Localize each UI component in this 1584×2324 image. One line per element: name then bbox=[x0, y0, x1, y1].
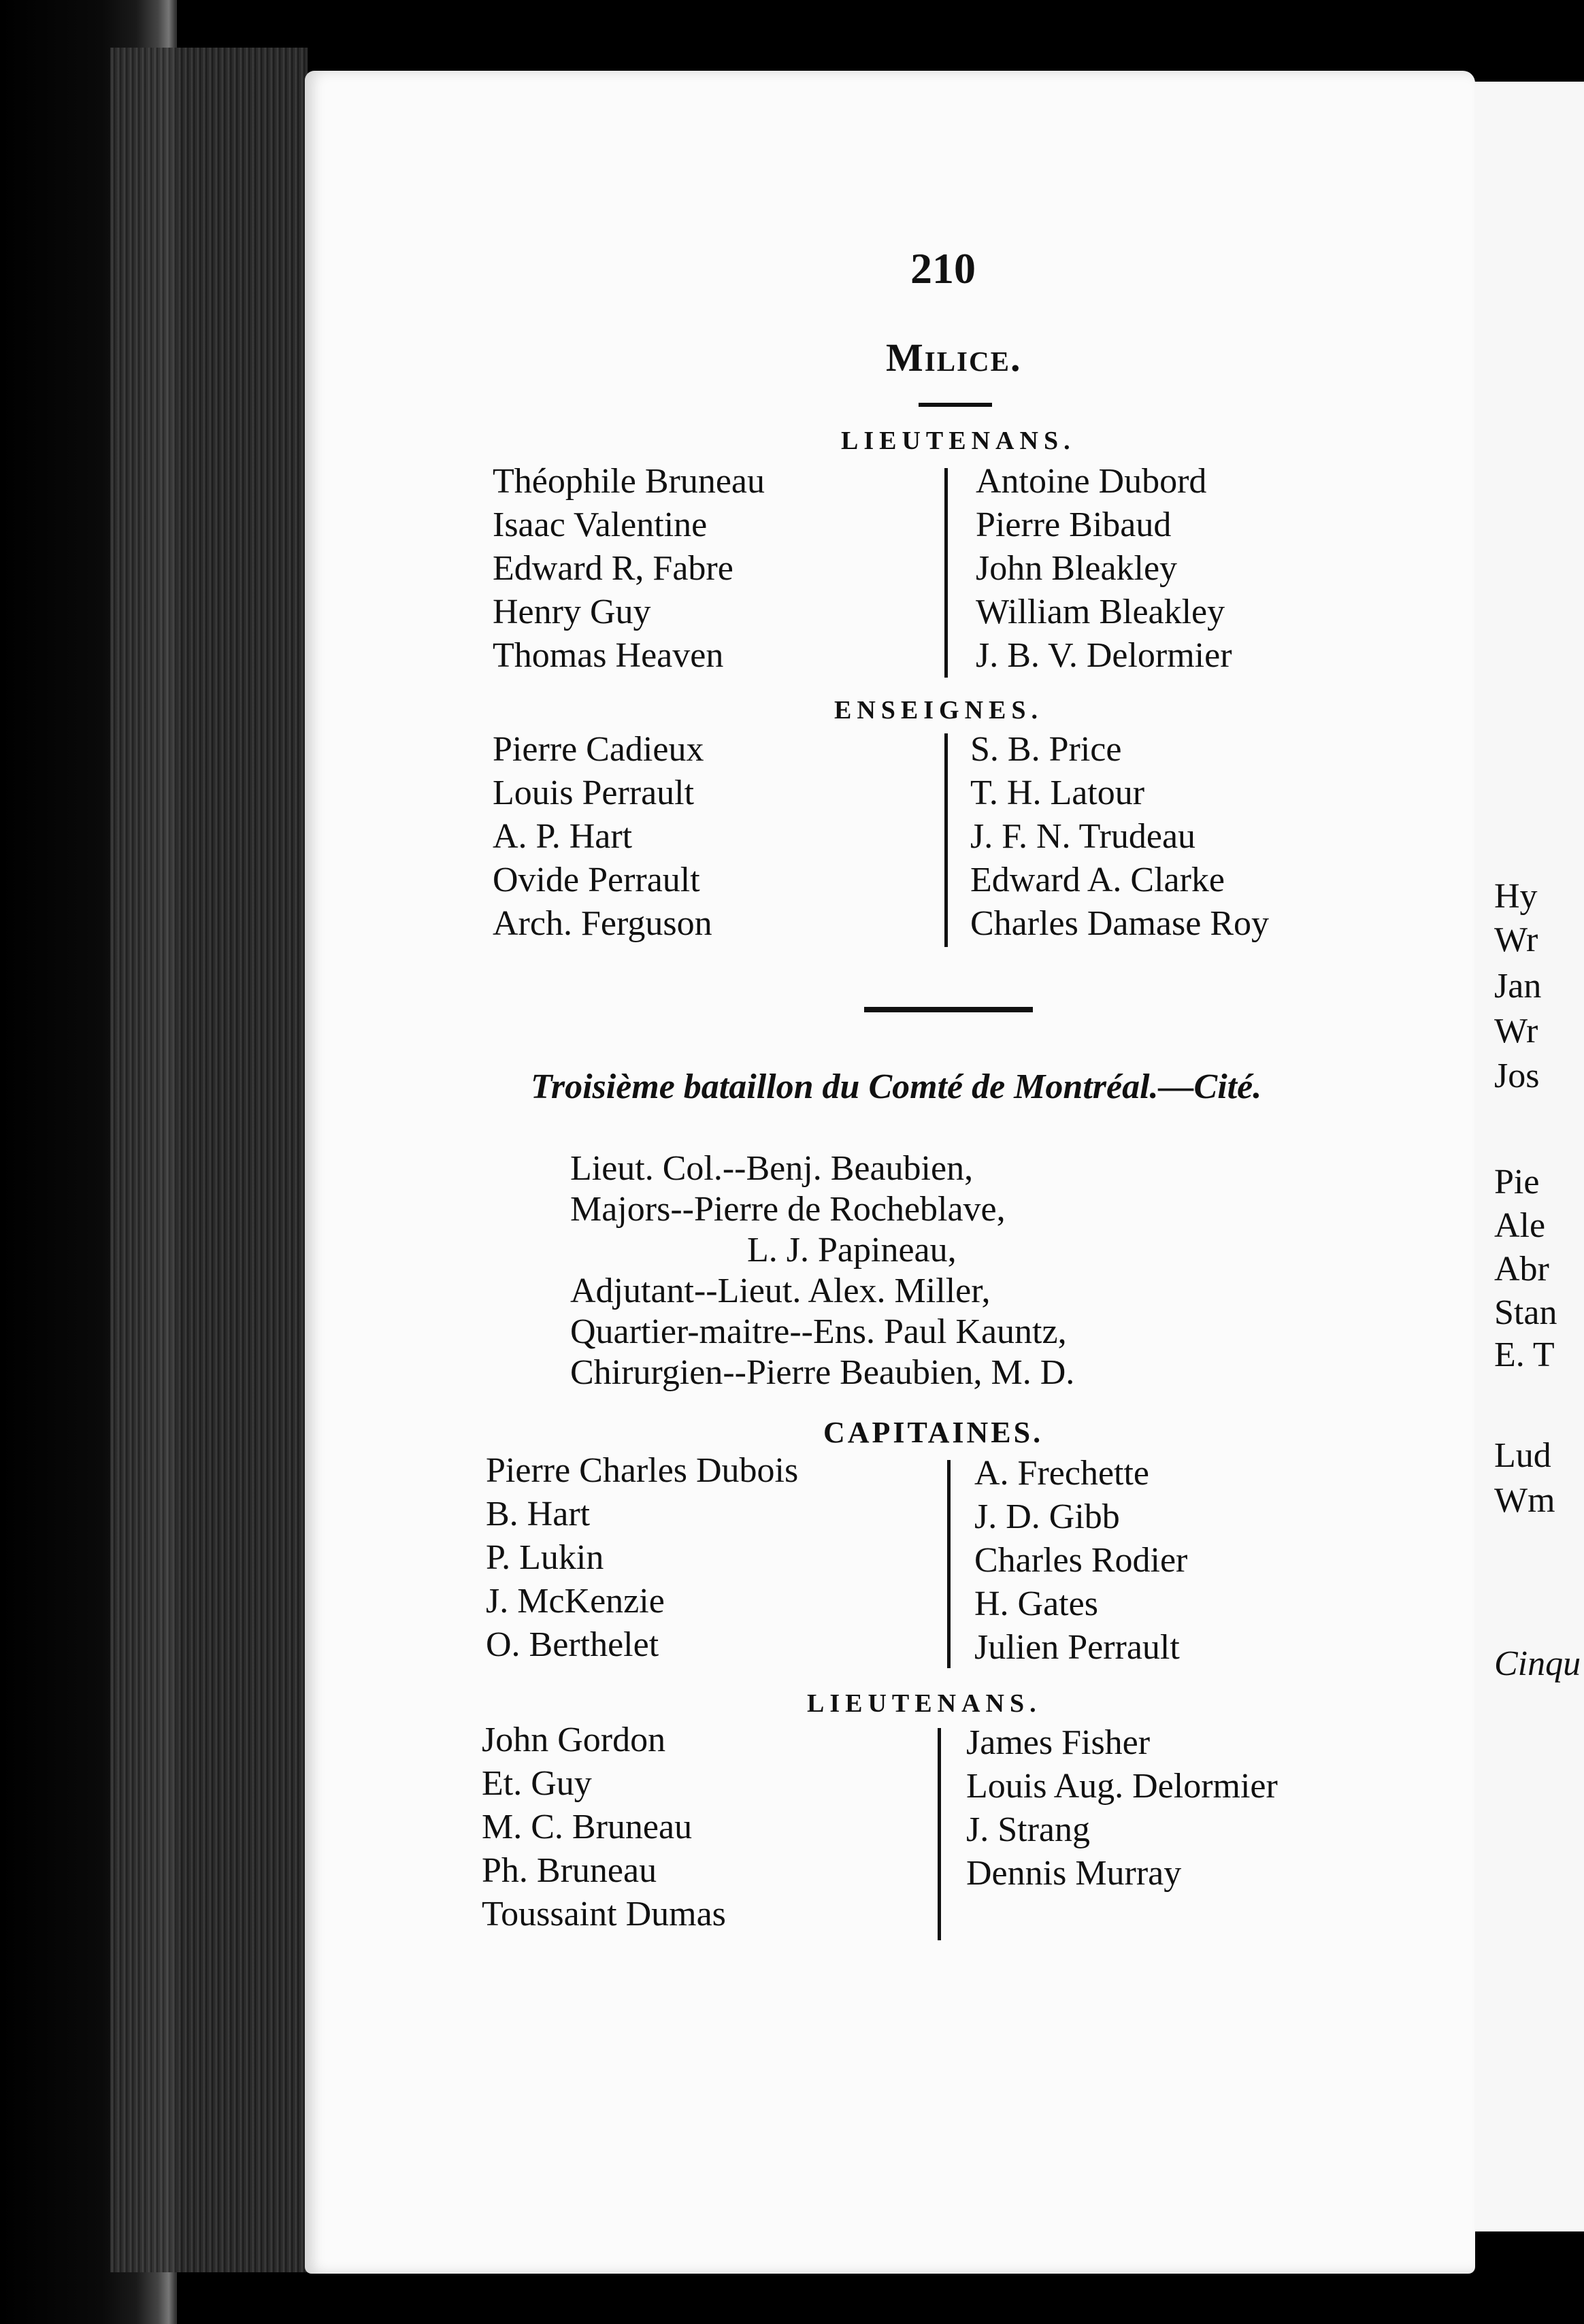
next-page-fragment: Wm bbox=[1494, 1481, 1555, 1520]
list-item: William Bleakley bbox=[976, 593, 1225, 631]
column-divider bbox=[944, 733, 948, 947]
battalion-title: Troisième bataillon du Comté de Montréal.—Cité. bbox=[531, 1067, 1262, 1106]
page-title: Milice. bbox=[886, 335, 1022, 380]
lieutenans2-right-column bbox=[966, 1721, 1278, 1895]
list-item: J. D. Gibb bbox=[974, 1497, 1120, 1536]
section-heading-enseignes: ENSEIGNES. bbox=[834, 696, 1044, 725]
list-item: Henry Guy bbox=[493, 593, 651, 631]
enseignes-right-column bbox=[970, 728, 1269, 946]
next-page-fragment: Jan bbox=[1494, 967, 1542, 1006]
list-item: O. Berthelet bbox=[486, 1625, 659, 1664]
capitaines-left-column bbox=[486, 1449, 798, 1667]
list-item: Edward A. Clarke bbox=[970, 861, 1225, 899]
next-page-fragment: Cinqu bbox=[1494, 1644, 1581, 1683]
list-item: Dennis Murray bbox=[966, 1854, 1182, 1893]
next-page-edge bbox=[1463, 82, 1584, 2231]
section-heading-capitaines: CAPITAINES. bbox=[823, 1416, 1044, 1449]
staff-line: Quartier-maitre--Ens. Paul Kauntz, bbox=[570, 1312, 1067, 1351]
list-item: Pierre Bibaud bbox=[976, 505, 1172, 544]
list-item: Arch. Ferguson bbox=[493, 904, 712, 943]
list-item: J. Strang bbox=[966, 1810, 1090, 1849]
list-item: Pierre Cadieux bbox=[493, 730, 704, 769]
column-divider bbox=[938, 1728, 941, 1940]
list-item: John Bleakley bbox=[976, 549, 1178, 588]
next-page-fragment: Wr bbox=[1494, 1012, 1538, 1050]
staff-line: Adjutant--Lieut. Alex. Miller, bbox=[570, 1272, 991, 1310]
list-item: Toussaint Dumas bbox=[482, 1895, 726, 1933]
list-item: S. B. Price bbox=[970, 730, 1122, 769]
list-item: A. Frechette bbox=[974, 1454, 1150, 1493]
list-item: Thomas Heaven bbox=[493, 636, 724, 675]
list-item: T. H. Latour bbox=[970, 774, 1145, 812]
list-item: Charles Damase Roy bbox=[970, 904, 1270, 943]
next-page-fragment: Hy bbox=[1494, 877, 1538, 916]
list-item: James Fisher bbox=[966, 1723, 1151, 1762]
list-item: Théophile Bruneau bbox=[493, 462, 765, 501]
next-page-fragment: Lud bbox=[1494, 1436, 1551, 1475]
next-page-fragment: Jos bbox=[1494, 1057, 1540, 1095]
list-item: J. B. V. Delormier bbox=[976, 636, 1232, 675]
page-number: 210 bbox=[910, 244, 976, 293]
list-item: Isaac Valentine bbox=[493, 505, 708, 544]
list-item: Et. Guy bbox=[482, 1764, 592, 1803]
enseignes-left-column bbox=[493, 728, 712, 946]
list-item: M. C. Bruneau bbox=[482, 1808, 693, 1846]
capitaines-right-column bbox=[974, 1452, 1187, 1670]
list-item: Julien Perrault bbox=[974, 1628, 1180, 1667]
list-item: A. P. Hart bbox=[493, 817, 633, 856]
next-page-fragment: Wr bbox=[1494, 920, 1538, 959]
section-heading-lieutenans: LIEUTENANS. bbox=[841, 427, 1076, 455]
column-divider bbox=[947, 1460, 951, 1668]
list-item: H. Gates bbox=[974, 1584, 1098, 1623]
list-item: B. Hart bbox=[486, 1495, 591, 1533]
list-item: Antoine Dubord bbox=[976, 462, 1207, 501]
list-item: John Gordon bbox=[482, 1721, 666, 1759]
list-item: Louis Perrault bbox=[493, 774, 695, 812]
list-item: J. F. N. Trudeau bbox=[970, 817, 1196, 856]
list-item: P. Lukin bbox=[486, 1538, 604, 1577]
staff-line: Lieut. Col.--Benj. Beaubien, bbox=[570, 1149, 974, 1188]
next-page-fragment: Ale bbox=[1494, 1206, 1546, 1245]
column-divider bbox=[944, 468, 948, 678]
list-item: Charles Rodier bbox=[974, 1541, 1188, 1580]
next-page-fragment: Stan bbox=[1494, 1293, 1557, 1332]
staff-line: Majors--Pierre de Rocheblave, bbox=[570, 1190, 1006, 1229]
lieutenans-right-column bbox=[976, 460, 1232, 678]
list-item: Ovide Perrault bbox=[493, 861, 700, 899]
next-page-fragment: Abr bbox=[1494, 1250, 1549, 1289]
list-item: Louis Aug. Delormier bbox=[966, 1767, 1278, 1806]
list-item: J. McKenzie bbox=[486, 1582, 665, 1621]
section-heading-lieutenans-2: LIEUTENANS. bbox=[807, 1689, 1042, 1718]
next-page-fragment: E. T bbox=[1494, 1335, 1555, 1374]
next-page-fragment: Pie bbox=[1494, 1163, 1540, 1201]
staff-line: L. J. Papineau, bbox=[747, 1231, 957, 1269]
list-item: Pierre Charles Dubois bbox=[486, 1451, 799, 1490]
list-item: Edward R, Fabre bbox=[493, 549, 733, 588]
section-rule bbox=[864, 1007, 1033, 1012]
list-item: Ph. Bruneau bbox=[482, 1851, 657, 1890]
page-edges bbox=[110, 48, 308, 2272]
staff-line: Chirurgien--Pierre Beaubien, M. D. bbox=[570, 1353, 1075, 1392]
lieutenans2-left-column bbox=[482, 1719, 726, 1936]
staff-list bbox=[570, 1148, 1074, 1393]
lieutenans-left-column bbox=[493, 460, 765, 678]
title-rule bbox=[919, 403, 992, 407]
